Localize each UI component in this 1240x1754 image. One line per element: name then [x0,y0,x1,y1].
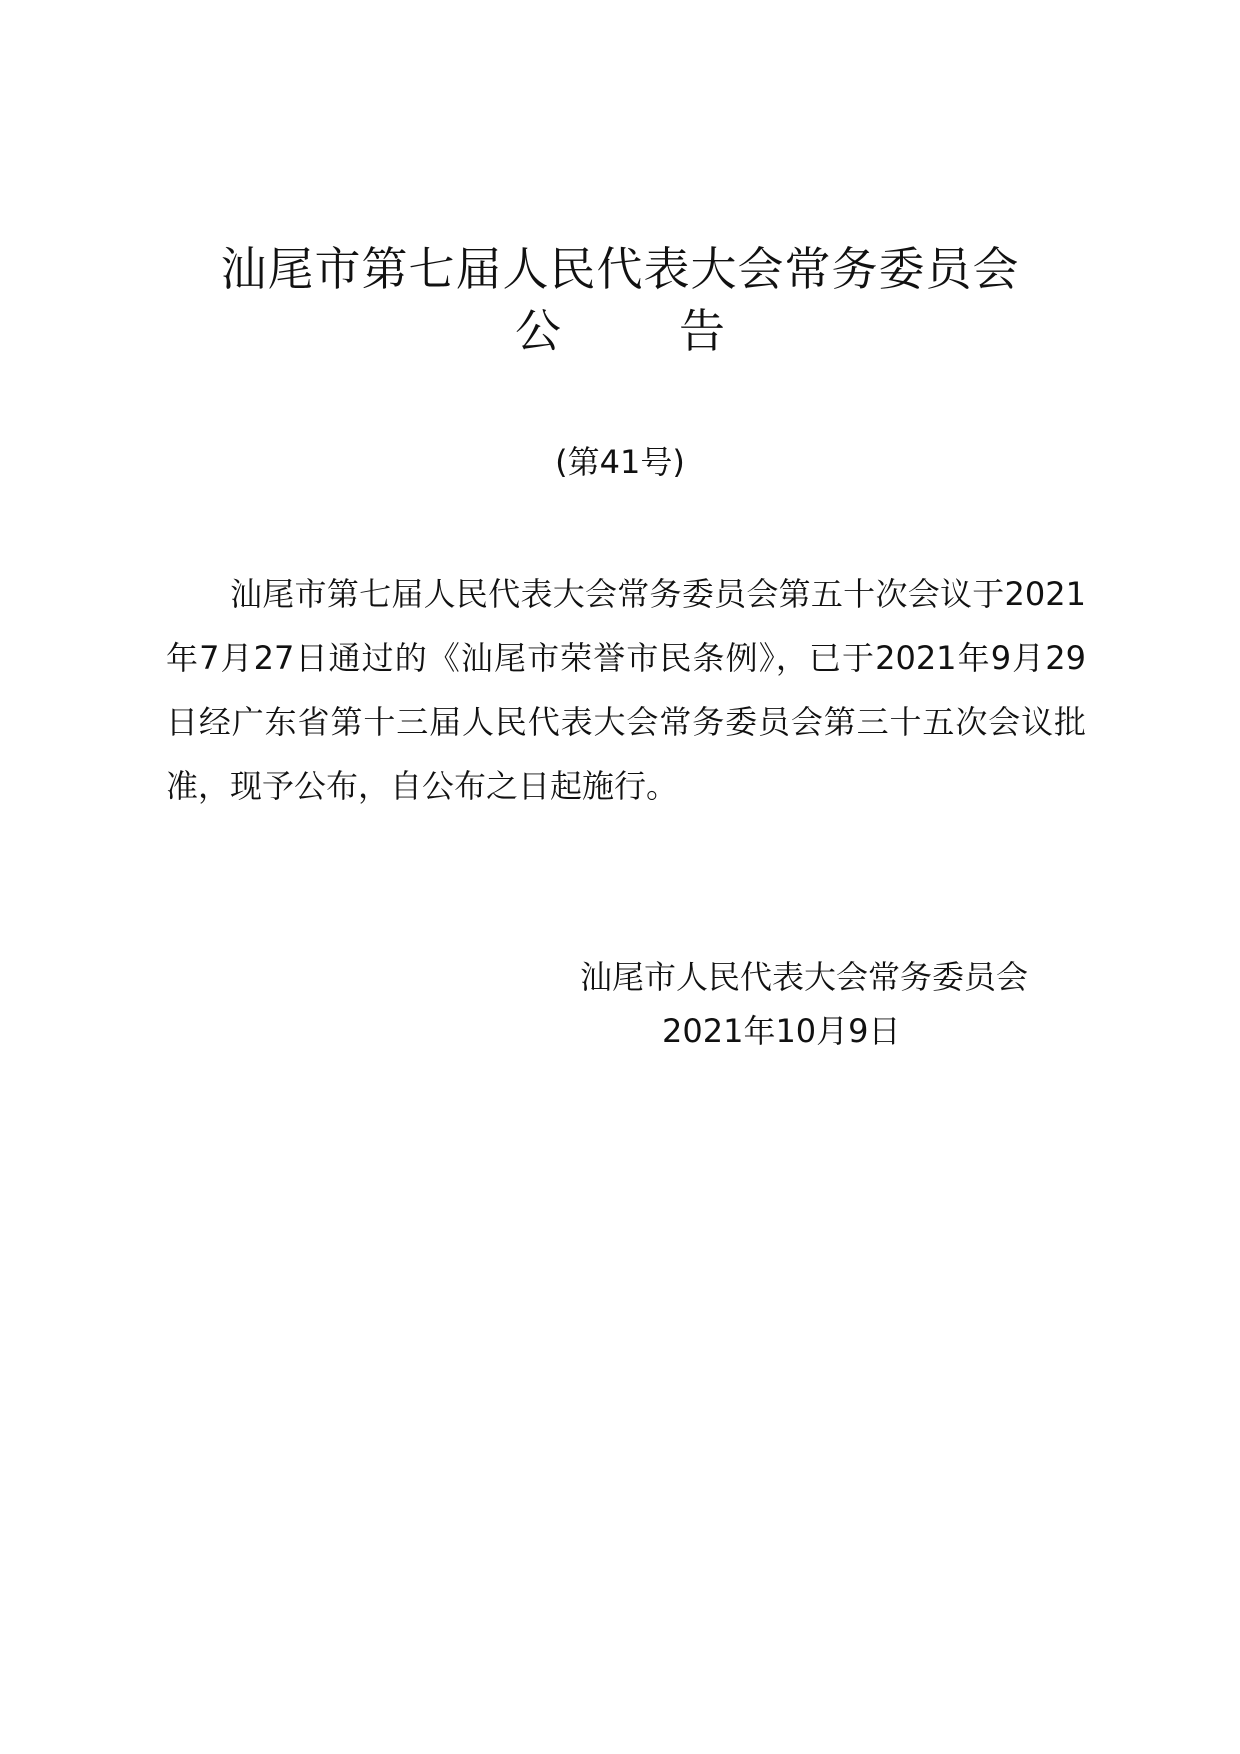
signature-date: 2021年10月9日 [662,1012,901,1050]
document-number: (第41号) [555,443,685,481]
subtitle-char-right: 告 [679,304,725,358]
signature-organization: 汕尾市人民代表大会常务委员会 [580,958,1029,996]
document-body: 汕尾市第七届人民代表大会常务委员会第五十次会议于2021年7月27日通过的《汕尾市荣誉市民条例》，已于2021年9月29日经广东省第十三届人民代表大会常务委员会第三十五次会议批准，现予公布，自公布之日起施行。 [166,575,1086,805]
subtitle-char-left: 公 [515,304,561,358]
document-title: 汕尾市第七届人民代表大会常务委员会 [220,242,1020,296]
document-subtitle [0,302,1240,360]
signature-block [580,950,1060,1058]
